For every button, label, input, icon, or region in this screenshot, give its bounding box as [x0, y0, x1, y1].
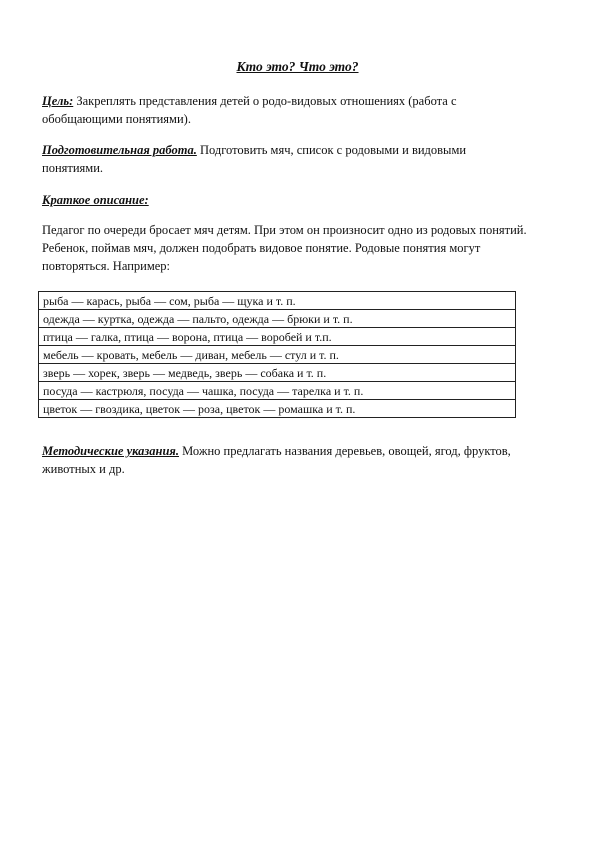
table-row: [39, 346, 516, 364]
examples-table: [38, 291, 516, 418]
example-cell: мебель — кровать, мебель — диван, мебель — стул и т. п.: [39, 346, 516, 364]
table-row: [39, 310, 516, 328]
brief-heading: [42, 191, 530, 209]
example-cell: рыба — карась, рыба — сом, рыба — щука и т. п.: [39, 292, 516, 310]
table-row: [39, 364, 516, 382]
example-cell: одежда — куртка, одежда — пальто, одежда — брюки и т. п.: [39, 310, 516, 328]
example-cell: посуда — кастрюля, посуда — чашка, посуда — тарелка и т. п.: [39, 382, 516, 400]
table-row: [39, 400, 516, 418]
example-cell: птица — галка, птица — ворона, птица — воробей и т.п.: [39, 328, 516, 346]
notes-label: Методические указания.: [42, 444, 179, 458]
goal-label: Цель:: [42, 94, 74, 108]
preparation-label: Подготовительная работа.: [42, 143, 197, 157]
example-cell: зверь — хорек, зверь — медведь, зверь — собака и т. п.: [39, 364, 516, 382]
notes-paragraph: [42, 442, 530, 478]
description-paragraph: Педагог по очереди бросает мяч детям. При этом он произносит одно из родовых понятий. Ребенок, поймав мяч, должен подобрать видовое понятие. Родовые понятия могут повторяться. Например:: [42, 223, 527, 273]
brief-label: Краткое описание:: [42, 193, 149, 207]
table-row: [39, 382, 516, 400]
goal-text: Закреплять представления детей о родо-видовых отношениях (работа с обобщающими понятиями).: [42, 94, 457, 126]
preparation-paragraph: [42, 141, 530, 177]
table-row: [39, 328, 516, 346]
example-cell: цветок — гвоздика, цветок — роза, цветок — ромашка и т. п.: [39, 400, 516, 418]
notes-text: Можно предлагать названия деревьев, овощей, ягод, фруктов, животных и др.: [42, 444, 511, 476]
goal-paragraph: [42, 92, 530, 128]
page-title: Кто это? Что это?: [236, 59, 359, 74]
table-row: [39, 292, 516, 310]
preparation-text: Подготовить мяч, список с родовыми и видовыми понятиями.: [42, 143, 467, 175]
